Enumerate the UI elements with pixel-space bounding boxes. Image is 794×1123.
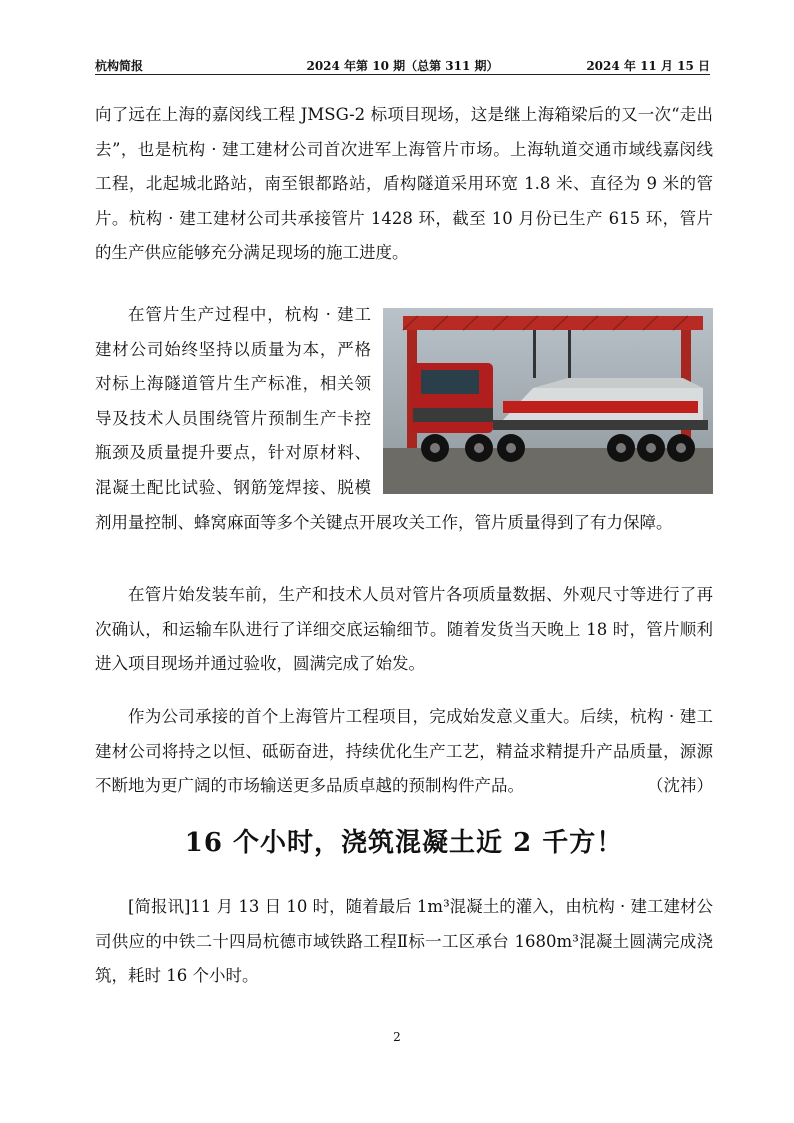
article1-paragraph-2-text: 在管片生产过程中，杭构 · 建工建材公司始终坚持以质量为本，严格对标上海隧道管片生产标准，相关领导及技术人员围绕管片预制生产卡控瓶颈及质量提升要点，针对原材料、混凝土配比试验、钢筋笼焊接、脱模剂用量控制、蜂窝麻面等多个关键点开展攻关工作，管片质量得到了有力保障。 <box>95 305 673 532</box>
article1-paragraph-4 <box>95 700 713 804</box>
header-date: 2024 年 11 月 15 日 <box>586 59 710 73</box>
article2-paragraph-1: [简报讯]11 月 13 日 10 时，随着最后 1m³混凝土的灌入，由杭构 · 建工建材公司供应的中铁二十四局杭德市域铁路工程Ⅱ标一工区承台 1680m³混凝土圆满完成浇筑，耗时 16 个小时。 <box>95 897 713 986</box>
page-number: 2 <box>393 1030 401 1044</box>
article1-author: （沈祎） <box>647 776 713 796</box>
article1-paragraph-4-text: 作为公司承接的首个上海管片工程项目，完成始发意义重大。后续，杭构 · 建工建材公司将持之以恒、砥砺奋进，持续优化生产工艺，精益求精提升产品质量，源源不断地为更广阔的市场输送更多品质卓越的预制构件产品。 <box>95 707 713 796</box>
article1-paragraph-2 <box>95 298 713 540</box>
truck-photo <box>383 308 713 494</box>
article1-paragraph-1: 向了远在上海的嘉闵线工程 JMSG-2 标项目现场，这是继上海箱梁后的又一次“走出去”，也是杭构 · 建工建材公司首次进军上海管片市场。上海轨道交通市域线嘉闵线工程，北起城北路站，南至银都路站，盾构隧道采用环宽 1.8 米、直径为 9 米的管片。杭构 · 建工建材公司共承接管片 1428 环，截至 10 月份已生产 615 环，管片的生产供应能够充分满足现场的施工进度。 <box>95 105 713 263</box>
article2-headline: 16 个小时，浇筑混凝土近 2 千方！ <box>184 828 624 858</box>
header-issue: 2024 年第 10 期（总第 311 期） <box>306 59 499 73</box>
article1-paragraph-3: 在管片始发装车前，生产和技术人员对管片各项质量数据、外观尺寸等进行了再次确认，和运输车队进行了详细交底运输细节。随着发货当天晚上 18 时，管片顺利进入项目现场并通过验收，圆满完成了始发。 <box>95 585 713 674</box>
page-header <box>95 57 710 75</box>
header-publication: 杭构简报 <box>95 59 144 73</box>
